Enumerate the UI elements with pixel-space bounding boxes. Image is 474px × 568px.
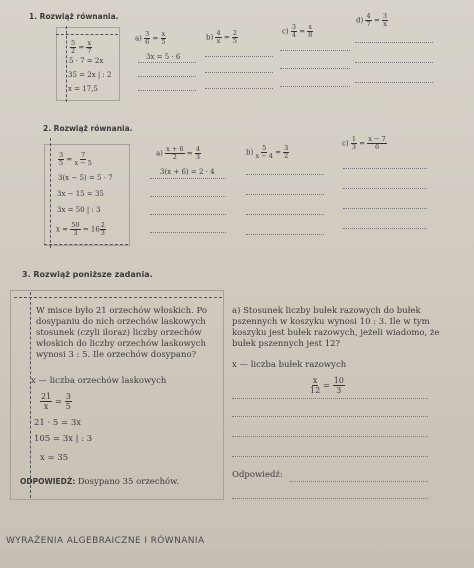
task3-right-answer-label: Odpowiedź: [232,470,283,480]
answer-line [232,498,428,499]
task2-header: 2. Rozwiąż równania. [43,124,133,133]
answer-line [246,174,324,175]
answer-line [246,194,324,195]
task2-hint-a: 3(x + 6) = 2 · 4 [160,168,215,176]
task1-example-line3: x = 17,5 [68,85,98,93]
footer-title: WYRAŻENIA ALGEBRAICZNE I RÓWNANIA [6,536,205,546]
answer-line [232,436,428,437]
task3-right-problem: a) Stosunek liczby bułek razowych do bułek pszennych w koszyku wynosi 10 : 3. Ile w tym koszyku jest bułek razowych, jeżeli wiadomo, że bułek pszennych jest 12? [232,306,440,349]
answer-line [138,76,196,77]
task1-item-c: c) $\frac{3}{4}$ = $\frac{x}{8}$ [282,23,313,39]
answer-line [138,90,196,91]
answer-line [280,68,350,69]
answer-line [290,481,428,482]
task3-margin-line [30,292,31,498]
task3-left-step3: x = 35 [40,453,69,463]
task1-margin-line [66,26,67,102]
task2-example-line1: 3(x − 5) = 5 · 7 [58,174,113,182]
task3-left-answer [20,477,179,487]
task3-left-problem: W misce było 21 orzechów włoskich. Po dosypaniu do nich orzechów laskowych stosunek (czyli iloraz) liczby orzechów włoskich do liczby orzechów laskowych wynosi 3 : 5. Ile orzechów dosypano? [36,306,207,360]
answer-line [280,86,350,87]
answer-line [232,398,428,399]
task1-header: 1. Rozwiąż równania. [29,12,119,21]
answer-line [246,214,324,215]
answer-text: Dosypano 35 orzechów. [77,477,180,487]
answer-line [355,62,433,63]
answer-line [280,50,350,51]
task2-margin-line [50,138,51,248]
answer-label: ODPOWIEDŹ: [20,477,76,486]
task3-right-equation: $\frac{x}{12}$ = $\frac{10}{3}$ [310,376,344,395]
answer-line [343,188,427,189]
task2-item-c: c) $\frac{1}{3}$ = $\frac{x - 7}{6}$ [342,135,386,151]
answer-line [150,214,226,215]
answer-line [343,168,427,169]
task1-example-line1: 5 · 7 = 2x [69,57,104,65]
answer-line [150,178,226,179]
task2-example-line3: 3x = 50 | : 3 [57,206,101,214]
answer-line [205,56,273,57]
answer-line [343,208,427,209]
task3-left-definition: x — liczba orzechów laskowych [31,376,167,386]
task3-left-equation: $\frac{21}{x}$ = $\frac{3}{5}$ [41,392,71,411]
answer-line [246,234,324,235]
answer-line [138,62,196,63]
answer-line [232,456,428,457]
task3-right-definition: x — liczba bułek razowych [232,360,347,370]
answer-line [232,416,428,417]
task2-example-line2: 3x − 15 = 35 [57,190,104,198]
answer-line [343,228,427,229]
answer-line [205,88,273,89]
task1-example-frac: $\frac{5}{2}$ = $\frac{x}{7}$ [71,39,92,55]
task2-example-result: x = $\frac{50}{3}$ = 16 $\frac{2}{3}$ [56,221,105,237]
task1-top-dash [56,34,118,35]
answer-line [205,72,273,73]
task3-left-step2: 105 = 3x | : 3 [34,434,93,444]
task1-hint-a: 3x = 5 · 6 [146,53,181,61]
task2-example-frac: $\frac{3}{5}$ = $\frac{7}{x - 5}$ [59,151,92,167]
task2-item-a: a) $\frac{x + 6}{2}$ = $\frac{4}{3}$ [156,145,200,161]
answer-line [355,82,433,83]
task1-item-b: b) $\frac{4}{x}$ = $\frac{2}{5}$ [206,29,238,45]
answer-line [150,232,226,233]
task3-left-step1: 21 · 5 = 3x [34,418,82,428]
task1-item-a: a) $\frac{3}{6}$ = $\frac{x}{5}$ [135,30,166,46]
task2-bottom-dash [44,244,128,245]
task1-item-d: d) $\frac{4}{7}$ = $\frac{3}{x}$ [356,12,388,28]
task3-top-dash [14,297,222,298]
answer-line [150,196,226,197]
task3-header: 3. Rozwiąż poniższe zadania. [22,270,153,279]
task1-example-line2: 35 = 2x | : 2 [68,71,112,79]
answer-line [355,42,433,43]
task2-item-b: b) $\frac{5}{x - 4}$ = $\frac{3}{2}$ [246,144,289,160]
